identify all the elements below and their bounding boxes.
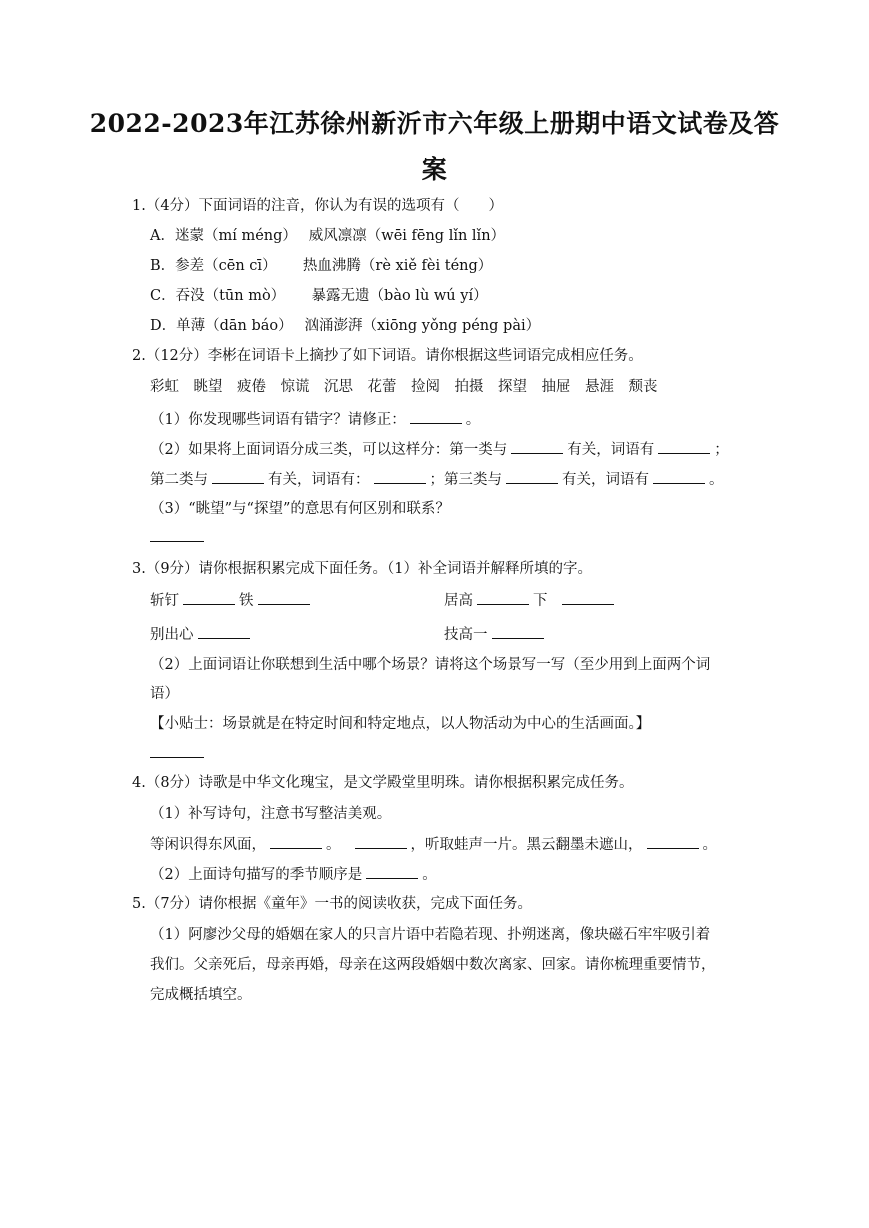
q4-poem-a: 等闲识得东风面， (150, 837, 266, 853)
q2-sub1 (150, 409, 480, 430)
q3-word1 (150, 590, 314, 611)
q2-sub2-text-g: 有关，词语有 (562, 472, 649, 488)
answer-blank[interactable] (366, 864, 418, 879)
q5-sub1-line3: 完成概括填空。 (150, 987, 252, 1003)
document-title-continued: 案 (421, 155, 448, 184)
q3-word4-text: 技高一 (444, 627, 488, 643)
q3-word1-a: 斩钉 (150, 593, 179, 609)
answer-blank[interactable] (150, 527, 204, 542)
answer-blank[interactable] (492, 624, 544, 639)
q1-option-a: A．迷蒙（mí méng） 威风凛凛（wēi fēng lǐn lǐn） (150, 228, 506, 244)
q2-sub1-end: 。 (465, 412, 481, 428)
answer-blank[interactable] (183, 590, 235, 605)
q4-stem: 4.（8分）诗歌是中华文化瑰宝，是文学殿堂里明珠。请你根据积累完成任务。 (132, 775, 634, 791)
q2-sub2-text-b: 有关，词语有 (567, 442, 655, 458)
answer-blank[interactable] (653, 469, 705, 484)
q3-answer-line (150, 743, 204, 764)
answer-blank[interactable] (270, 834, 322, 849)
q4-poem-b: 。 (326, 837, 341, 853)
q2-sub2-text-f: ；第三类与 (429, 472, 502, 488)
q4-poem-d: 。 (702, 837, 717, 853)
q5-sub1-line1: （1）阿廖沙父母的婚姻在家人的只言片语中若隐若现、扑朔迷离，像块磁石牢牢吸引着 (150, 927, 711, 943)
q3-stem: 3.（9分）请你根据积累完成下面任务。（1）补全词语并解释所填的字。 (132, 561, 593, 577)
q1-option-b: B．参差（cēn cī） 热血沸腾（rè xiě fèi téng） (150, 258, 493, 274)
q3-word2 (444, 590, 618, 611)
answer-blank[interactable] (258, 590, 310, 605)
q3-word3-text: 别出心 (150, 627, 194, 643)
document-title: 2022-2023年江苏徐州新沂市六年级上册期中语文试卷及答 (89, 109, 780, 138)
answer-blank[interactable] (658, 439, 710, 454)
answer-blank[interactable] (150, 743, 204, 758)
q3-sub2-line1: （2）上面词语让你联想到生活中哪个场景？请将这个场景写一写（至少用到上面两个词 (150, 657, 711, 673)
q2-sub1-text: （1）你发现哪些词语有错字？请修正： (150, 412, 406, 428)
answer-blank[interactable] (198, 624, 250, 639)
answer-blank[interactable] (374, 469, 426, 484)
q2-sub2-text-e: 有关，词语有： (268, 472, 370, 488)
q2-word-list: 彩虹 眺望 疲倦 惊谎 沉思 花蕾 捡阅 拍摄 探望 抽屉 悬涯 颓丧 (150, 379, 658, 395)
q2-sub2-text-d: 第二类与 (150, 472, 208, 488)
q4-sub2 (150, 864, 437, 885)
q2-stem: 2.（12分）李彬在词语卡上摘抄了如下词语。请你根据这些词语完成相应任务。 (132, 348, 643, 364)
q1-option-d: D．单薄（dān báo） 汹涌澎湃（xiōng yǒng péng pài） (150, 318, 541, 334)
q1-option-c: C．吞没（tūn mò） 暴露无遗（bào lù wú yí） (150, 288, 488, 304)
answer-blank[interactable] (506, 469, 558, 484)
q2-sub3-answer-line (150, 527, 204, 548)
q4-sub2-end: 。 (422, 867, 437, 883)
answer-blank[interactable] (355, 834, 407, 849)
q2-sub2-text-c: ； (714, 442, 729, 458)
answer-blank[interactable] (511, 439, 563, 454)
answer-blank[interactable] (562, 590, 614, 605)
q5-sub1-line2: 我们。父亲死后，母亲再婚，母亲在这两段婚姻中数次离家、回家。请你梳理重要情节， (150, 957, 716, 973)
q3-word3 (150, 624, 254, 645)
q3-word2-a: 居高 (444, 593, 473, 609)
q1-stem: 1.（4分）下面词语的注音，你认为有误的选项有（ ） (132, 198, 504, 214)
q4-poem-c: ，听取蛙声一片。黑云翻墨未遮山， (410, 837, 643, 853)
q2-sub2-text-h: 。 (709, 472, 724, 488)
q2-sub2-text-a: （2）如果将上面词语分成三类，可以这样分：第一类与 (150, 442, 508, 458)
q3-word4 (444, 624, 548, 645)
q3-tip: 【小贴士：场景就是在特定时间和特定地点，以人物活动为中心的生活画面。】 (150, 716, 651, 732)
answer-blank[interactable] (477, 590, 529, 605)
q4-poem-line (150, 834, 717, 855)
q3-sub2-line2: 语） (150, 686, 179, 702)
answer-blank[interactable] (410, 409, 462, 424)
q3-word2-b: 下 (533, 593, 548, 609)
answer-blank[interactable] (212, 469, 264, 484)
q5-stem: 5.（7分）请你根据《童年》一书的阅读收获，完成下面任务。 (132, 896, 533, 912)
q3-word1-b: 铁 (239, 593, 254, 609)
q4-sub2-text: （2）上面诗句描写的季节顺序是 (150, 867, 363, 883)
q2-sub2-line2 (150, 469, 724, 490)
q2-sub3: （3）“眺望”与“探望”的意思有何区别和联系？ (150, 501, 450, 517)
answer-blank[interactable] (647, 834, 699, 849)
q4-sub1: （1）补写诗句，注意书写整洁美观。 (150, 806, 392, 822)
q2-sub2-line1 (150, 439, 729, 460)
